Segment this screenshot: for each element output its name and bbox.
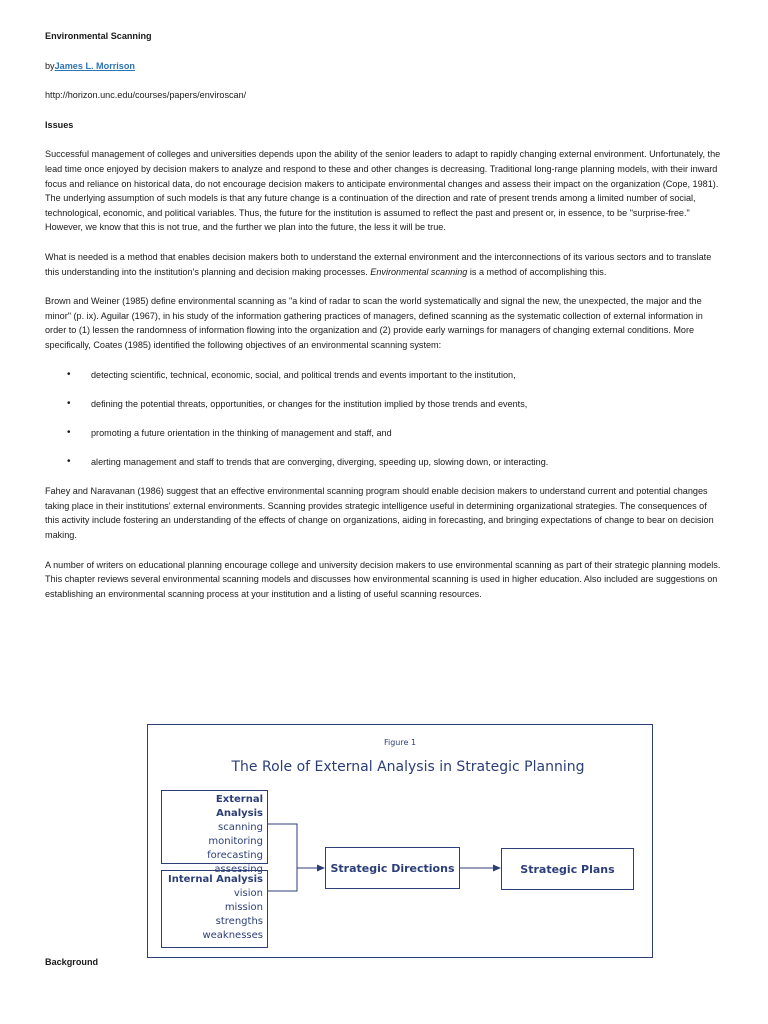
external-item: assessing	[214, 864, 263, 875]
source-url: http://horizon.unc.edu/courses/papers/enviroscan/	[45, 90, 247, 101]
bracket-line	[268, 824, 297, 891]
internal-analysis-box	[161, 870, 268, 948]
section-heading-background: Background	[45, 957, 99, 967]
list-item	[45, 426, 721, 441]
external-item: monitoring	[208, 836, 263, 847]
external-analysis-box	[161, 790, 268, 875]
paragraph-4: Fahey and Naravanan (1986) suggest that an effective environmental scanning program should enable decision makers to understand current and potential changes taking place in their institutions' external environments. Scanning provides strategic intelligence useful in determining organizational strategies. The consequences of this activity include fostering an understanding of the effects of change on organizations, aiding in forecasting, and bringing expectations of change to bear on decision making.	[45, 486, 714, 541]
external-item: forecasting	[207, 850, 263, 861]
internal-item: weaknesses	[202, 930, 263, 941]
internal-item: vision	[233, 888, 263, 899]
paragraph-2-end: is a method of accomplishing this.	[467, 266, 607, 277]
list-item-text: defining the potential threats, opportunities, or changes for the institution implied by those trends and events,	[91, 398, 528, 409]
internal-item: mission	[224, 902, 263, 913]
byline-prefix: by	[45, 60, 55, 71]
list-item-text: alerting management and staff to trends that are converging, diverging, speeding up, slowing down, or interacting.	[91, 457, 549, 468]
figure-strategic-planning	[147, 724, 653, 958]
figure-label: Figure 1	[383, 738, 417, 747]
arrow-head-icon	[493, 865, 501, 872]
external-item: scanning	[218, 822, 263, 833]
paragraph-3: Brown and Weiner (1985) define environmental scanning as "a kind of radar to scan the world systematically and signal the new, the unexpected, the major and the minor" (p. ix). Aguilar (1967), in his study of the information gathering practices of managers, defined scanning as the systematic collection of external information in order to (1) lessen the randomness of information flowing into the organization and (2) provide early warnings for managers of changing external conditions. More specifically, Coates (1985) identified the following objectives of an environmental scanning system:	[45, 296, 703, 350]
bullet-icon: •	[67, 456, 71, 468]
internal-analysis-heading: Internal Analysis	[168, 874, 263, 885]
arrow-head-icon	[317, 865, 325, 872]
list-item-text: detecting scientific, technical, economic, social, and political trends and events important to the institution,	[91, 369, 516, 380]
list-item	[45, 455, 721, 470]
bullet-icon: •	[67, 368, 71, 380]
bullet-icon: •	[67, 397, 71, 409]
paragraph-2-emphasis: Environmental scanning	[370, 266, 468, 277]
strategic-plans-box: Strategic Plans	[501, 848, 634, 890]
paragraph-1: Successful management of colleges and universities depends upon the ability of the senior leaders to adapt to rapidly changing external environment. Unfortunately, the lead time once enjoyed by decision makers to analyze and respond to these and other changes is decreasing. Traditional long-range planning models, with their inward focus and reliance on historical data, do not encourage decision makers to anticipate environmental changes and assess their impact on the organization (Cope, 1981). The underlying assumption of such models is that any future change is a continuation of the direction and rate of present trends among a limited number of social, technological, economic, and political variables. Thus, the future for the institution is assumed to reflect the past and present or, in essence, to be "surprise-free." However, we know that this is not true, and the further we plan into the future, the less it will be true.	[45, 149, 721, 233]
document-title: Environmental Scanning	[45, 31, 152, 41]
document-body	[45, 29, 721, 616]
external-analysis-heading: External Analysis	[215, 794, 263, 819]
bullet-icon: •	[67, 426, 71, 438]
objectives-list	[45, 368, 721, 470]
paragraph-2-start: What is needed is a method that enables decision makers both to understand the external environment and the interconnections of its various sectors and to translate this understanding into the institution's planning and decision making processes.	[45, 251, 712, 277]
paragraph-5: A number of writers on educational planning encourage college and university decision makers to use environmental scanning as part of their strategic planning models. This chapter reviews several environmental scanning models and discusses how environmental scanning is used in higher education. Also included are suggestions on establishing an environmental scanning process at your institution and a listing of useful scanning resources.	[45, 559, 721, 599]
list-item	[45, 397, 721, 412]
figure-title: The Role of External Analysis in Strategic Planning	[231, 759, 585, 775]
list-item-text: promoting a future orientation in the thinking of management and staff, and	[91, 427, 392, 438]
internal-item: strengths	[215, 916, 263, 927]
byline	[45, 59, 721, 74]
author-link[interactable]: James L. Morrison	[54, 60, 135, 71]
section-heading-issues: Issues	[45, 119, 74, 130]
strategic-directions-box: Strategic Directions	[325, 847, 460, 889]
list-item	[45, 368, 721, 383]
paragraph-2	[45, 250, 721, 279]
